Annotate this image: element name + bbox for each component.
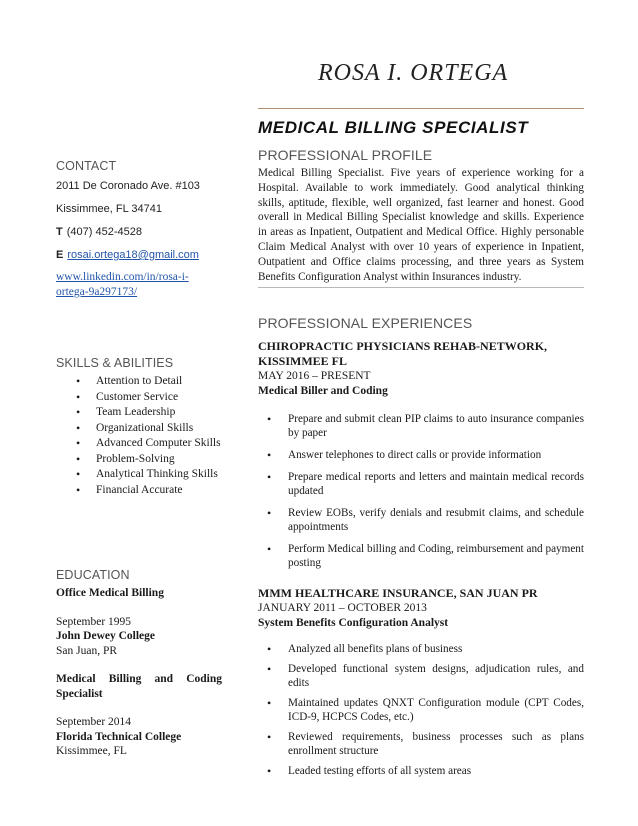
skills-list bbox=[58, 374, 228, 498]
edu-program-2b: Specialist bbox=[56, 687, 103, 700]
job2-bullets bbox=[258, 642, 584, 778]
education-heading: EDUCATION bbox=[56, 568, 130, 582]
name-divider bbox=[258, 108, 584, 109]
job-2 bbox=[258, 586, 584, 784]
skill-item: • Customer Service bbox=[58, 390, 228, 405]
edu-date-2: September 2014 bbox=[56, 716, 132, 728]
email-label: E bbox=[56, 249, 64, 261]
job2-bullet: • Analyzed all benefits plans of business bbox=[258, 642, 584, 656]
edu-school-1: John Dewey College bbox=[56, 630, 156, 642]
skill-item: • Analytical Thinking Skills bbox=[58, 467, 228, 482]
job2-dates: JANUARY 2011 – OCTOBER 2013 bbox=[258, 602, 427, 614]
edu-location-2: Kissimmee, FL bbox=[56, 745, 127, 757]
job1-bullets bbox=[258, 412, 584, 570]
contact-heading: CONTACT bbox=[56, 159, 117, 173]
job1-bullet: • Prepare medical reports and letters and maintain medical records updated bbox=[258, 470, 584, 498]
linkedin-link[interactable] bbox=[56, 270, 189, 300]
address-line-1: 2011 De Coronado Ave. #103 bbox=[56, 180, 200, 192]
edu-school-2: Florida Technical College bbox=[56, 730, 182, 743]
edu-location-1: San Juan, PR bbox=[56, 644, 118, 657]
linkedin-line-1: www.linkedin.com/in/rosa-i- bbox=[56, 271, 189, 283]
skills-heading: SKILLS & ABILITIES bbox=[56, 356, 174, 370]
job1-bullet: • Perform Medical billing and Coding, reimbursement and payment posting bbox=[258, 542, 584, 570]
edu-date-1: September 1995 bbox=[56, 615, 132, 628]
phone-label: T bbox=[56, 226, 63, 238]
skill-item: • Team Leadership bbox=[58, 405, 228, 420]
job1-company-line-2: KISSIMMEE FL bbox=[258, 354, 348, 368]
skill-item: • Advanced Computer Skills bbox=[58, 436, 228, 451]
job2-bullet: • Developed functional system designs, adjudication rules, and edits bbox=[258, 662, 584, 690]
edu-program-2a: Medical Billing and Coding bbox=[56, 673, 222, 685]
job2-bullet: • Reviewed requirements, business processes such as plans enrollment structure bbox=[258, 730, 584, 758]
job1-role: Medical Biller and Coding bbox=[258, 384, 388, 397]
email-line bbox=[56, 249, 199, 261]
edu-program-1: Office Medical Billing bbox=[56, 587, 164, 599]
job1-dates: MAY 2016 – PRESENT bbox=[258, 370, 371, 382]
job2-bullet: • Maintained updates QNXT Configuration module (CPT Codes, ICD-9, HCPCS Codes, etc.) bbox=[258, 696, 584, 724]
phone-number: (407) 452-4528 bbox=[66, 226, 142, 238]
experience-heading: PROFESSIONAL EXPERIENCES bbox=[258, 315, 473, 331]
job1-company-line-1: CHIROPRACTIC PHYSICIANS REHAB-NETWORK, bbox=[258, 339, 548, 353]
skill-item: • Attention to Detail bbox=[58, 374, 228, 389]
education-entries bbox=[56, 586, 222, 759]
job2-role: System Benefits Configuration Analyst bbox=[258, 616, 449, 629]
phone-line bbox=[56, 226, 142, 238]
skill-item: • Problem-Solving bbox=[58, 452, 228, 467]
linkedin-line-2: ortega-9a297173/ bbox=[56, 286, 138, 298]
resume-name: ROSA I. ORTEGA bbox=[318, 60, 509, 86]
job1-bullet: • Review EOBs, verify denials and resubmit claims, and schedule appointments bbox=[258, 506, 584, 534]
job1-bullet: • Prepare and submit clean PIP claims to auto insurance companies by paper bbox=[258, 412, 584, 440]
job2-company: MMM HEALTHCARE INSURANCE, SAN JUAN PR bbox=[258, 586, 538, 600]
resume-title: MEDICAL BILLING SPECIALIST bbox=[258, 118, 529, 137]
address-line-2: Kissimmee, FL 34741 bbox=[56, 203, 162, 215]
skill-item: • Financial Accurate bbox=[58, 483, 228, 498]
job-1 bbox=[258, 339, 584, 578]
job1-bullet: • Answer telephones to direct calls or provide information bbox=[258, 448, 584, 462]
profile-text: Medical Billing Specialist. Five years of experience working for a Hospital. Available to work immediately. Good analytical thinking skills, aptitude, flexible, well organized, fast learner and honest. Good overall in Medical Billing Specialist knowledge and skills. Experience in areas as Inpatient, Outpatient and Medical Office. Highly personable Claim Medical Analyst with over 10 years of experience in Inpatient, Outpatient and Office claims processing, and three years as System Benefits Configuration Analyst within Insurances industry. bbox=[258, 167, 584, 283]
email-link[interactable]: rosai.ortega18@gmail.com bbox=[67, 249, 199, 261]
skill-item: • Organizational Skills bbox=[58, 421, 228, 436]
profile-heading: PROFESSIONAL PROFILE bbox=[258, 147, 433, 163]
profile-divider bbox=[258, 287, 584, 288]
job2-bullet: • Leaded testing efforts of all system areas bbox=[258, 764, 584, 778]
